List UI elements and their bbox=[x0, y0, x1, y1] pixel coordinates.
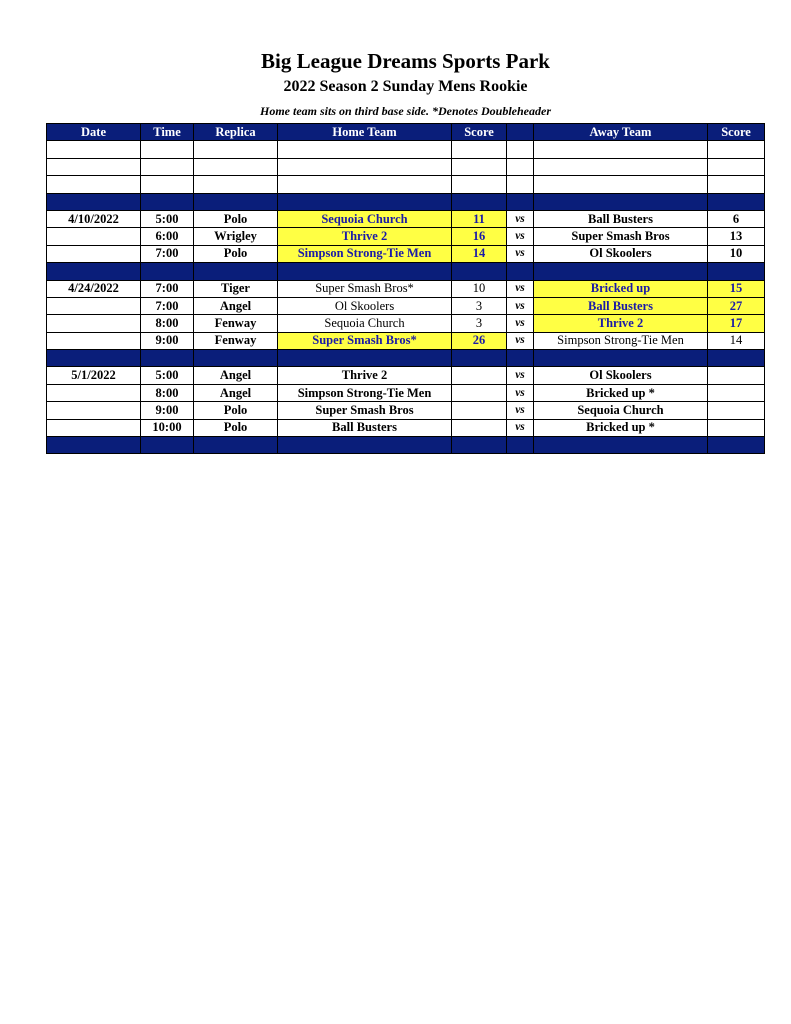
cell-vs: vs bbox=[507, 384, 534, 401]
cell-away-team: Ball Busters bbox=[534, 210, 708, 227]
cell-home-score: 26 bbox=[452, 332, 507, 349]
cell-away-team: Ball Busters bbox=[534, 297, 708, 314]
table-row bbox=[47, 158, 765, 175]
cell-home-team bbox=[278, 176, 452, 193]
col-header-vs bbox=[507, 124, 534, 141]
separator-cell bbox=[534, 263, 708, 280]
cell-home-team bbox=[278, 158, 452, 175]
table-row bbox=[47, 141, 765, 158]
cell-home-score bbox=[452, 176, 507, 193]
cell-date bbox=[47, 384, 141, 401]
separator-cell bbox=[278, 193, 452, 210]
table-row bbox=[47, 210, 765, 227]
table-row bbox=[47, 176, 765, 193]
cell-away-team: Ol Skoolers bbox=[534, 245, 708, 262]
separator-cell bbox=[708, 437, 765, 454]
cell-away-team: Thrive 2 bbox=[534, 315, 708, 332]
cell-vs: vs bbox=[507, 315, 534, 332]
cell-time bbox=[141, 176, 194, 193]
cell-replica: Polo bbox=[194, 210, 278, 227]
cell-vs bbox=[507, 141, 534, 158]
cell-time: 5:00 bbox=[141, 367, 194, 384]
separator-cell bbox=[47, 350, 141, 367]
cell-date: 4/10/2022 bbox=[47, 210, 141, 227]
cell-time: 5:00 bbox=[141, 210, 194, 227]
cell-home-score: 3 bbox=[452, 315, 507, 332]
cell-replica: Angel bbox=[194, 297, 278, 314]
cell-time: 9:00 bbox=[141, 332, 194, 349]
cell-date bbox=[47, 158, 141, 175]
separator-cell bbox=[452, 350, 507, 367]
cell-date bbox=[47, 297, 141, 314]
cell-vs: vs bbox=[507, 210, 534, 227]
separator-cell bbox=[452, 263, 507, 280]
cell-away-team: Super Smash Bros bbox=[534, 228, 708, 245]
table-row bbox=[47, 367, 765, 384]
cell-home-team: Super Smash Bros* bbox=[278, 280, 452, 297]
cell-home-score bbox=[452, 419, 507, 436]
separator-cell bbox=[194, 193, 278, 210]
cell-home-score: 10 bbox=[452, 280, 507, 297]
cell-away-team bbox=[534, 158, 708, 175]
separator-cell bbox=[47, 193, 141, 210]
cell-away-team: Bricked up * bbox=[534, 419, 708, 436]
separator-cell bbox=[278, 437, 452, 454]
cell-time: 10:00 bbox=[141, 419, 194, 436]
cell-date bbox=[47, 332, 141, 349]
cell-away-score bbox=[708, 384, 765, 401]
cell-vs: vs bbox=[507, 297, 534, 314]
cell-home-team: Ol Skoolers bbox=[278, 297, 452, 314]
cell-date: 4/24/2022 bbox=[47, 280, 141, 297]
cell-replica bbox=[194, 176, 278, 193]
separator-row bbox=[47, 437, 765, 454]
col-header-away-score: Score bbox=[708, 124, 765, 141]
col-header-home-score: Score bbox=[452, 124, 507, 141]
cell-replica: Polo bbox=[194, 245, 278, 262]
cell-home-team: Simpson Strong-Tie Men bbox=[278, 384, 452, 401]
cell-away-score: 6 bbox=[708, 210, 765, 227]
cell-replica bbox=[194, 158, 278, 175]
separator-cell bbox=[534, 193, 708, 210]
cell-home-team: Super Smash Bros bbox=[278, 402, 452, 419]
cell-home-team bbox=[278, 141, 452, 158]
separator-cell bbox=[708, 263, 765, 280]
separator-row bbox=[47, 263, 765, 280]
cell-home-score: 3 bbox=[452, 297, 507, 314]
cell-time: 8:00 bbox=[141, 384, 194, 401]
cell-home-team: Super Smash Bros* bbox=[278, 332, 452, 349]
cell-time: 7:00 bbox=[141, 280, 194, 297]
page-title: Big League Dreams Sports Park bbox=[261, 49, 550, 73]
cell-vs: vs bbox=[507, 332, 534, 349]
cell-away-team: Ol Skoolers bbox=[534, 367, 708, 384]
separator-cell bbox=[194, 263, 278, 280]
cell-home-score bbox=[452, 158, 507, 175]
separator-cell bbox=[507, 350, 534, 367]
cell-time bbox=[141, 158, 194, 175]
cell-vs bbox=[507, 176, 534, 193]
separator-cell bbox=[47, 263, 141, 280]
cell-vs: vs bbox=[507, 228, 534, 245]
col-header-replica: Replica bbox=[194, 124, 278, 141]
cell-home-score: 14 bbox=[452, 245, 507, 262]
separator-cell bbox=[141, 437, 194, 454]
cell-date bbox=[47, 402, 141, 419]
cell-home-team: Thrive 2 bbox=[278, 367, 452, 384]
cell-home-score bbox=[452, 367, 507, 384]
table-row bbox=[47, 419, 765, 436]
cell-replica: Polo bbox=[194, 419, 278, 436]
cell-date bbox=[47, 245, 141, 262]
cell-replica: Angel bbox=[194, 384, 278, 401]
cell-vs: vs bbox=[507, 402, 534, 419]
cell-replica: Tiger bbox=[194, 280, 278, 297]
separator-cell bbox=[534, 437, 708, 454]
cell-time: 9:00 bbox=[141, 402, 194, 419]
cell-vs bbox=[507, 158, 534, 175]
cell-home-team: Ball Busters bbox=[278, 419, 452, 436]
cell-away-score bbox=[708, 419, 765, 436]
cell-away-team: Sequoia Church bbox=[534, 402, 708, 419]
separator-cell bbox=[194, 350, 278, 367]
separator-cell bbox=[278, 350, 452, 367]
cell-away-team: Bricked up * bbox=[534, 384, 708, 401]
cell-away-score: 13 bbox=[708, 228, 765, 245]
cell-date bbox=[47, 315, 141, 332]
cell-away-score bbox=[708, 367, 765, 384]
separator-cell bbox=[141, 263, 194, 280]
cell-away-score: 17 bbox=[708, 315, 765, 332]
cell-home-team: Sequoia Church bbox=[278, 210, 452, 227]
cell-home-score bbox=[452, 141, 507, 158]
separator-cell bbox=[708, 350, 765, 367]
cell-vs: vs bbox=[507, 245, 534, 262]
page-subtitle: 2022 Season 2 Sunday Mens Rookie bbox=[283, 78, 528, 95]
schedule-body bbox=[47, 141, 765, 454]
cell-date bbox=[47, 228, 141, 245]
table-header-row bbox=[47, 124, 765, 141]
cell-home-score: 16 bbox=[452, 228, 507, 245]
cell-away-score: 15 bbox=[708, 280, 765, 297]
cell-replica: Angel bbox=[194, 367, 278, 384]
col-header-home-team: Home Team bbox=[278, 124, 452, 141]
cell-away-score bbox=[708, 158, 765, 175]
cell-home-score: 11 bbox=[452, 210, 507, 227]
table-row bbox=[47, 245, 765, 262]
cell-time: 7:00 bbox=[141, 297, 194, 314]
col-header-time: Time bbox=[141, 124, 194, 141]
cell-replica: Wrigley bbox=[194, 228, 278, 245]
separator-cell bbox=[452, 437, 507, 454]
cell-vs: vs bbox=[507, 367, 534, 384]
separator-cell bbox=[141, 193, 194, 210]
page-note: Home team sits on third base side. *Denotes Doubleheader bbox=[260, 104, 551, 118]
separator-cell bbox=[47, 437, 141, 454]
cell-away-score bbox=[708, 176, 765, 193]
cell-date bbox=[47, 176, 141, 193]
cell-replica: Fenway bbox=[194, 332, 278, 349]
separator-cell bbox=[708, 193, 765, 210]
separator-row bbox=[47, 350, 765, 367]
table-row bbox=[47, 332, 765, 349]
cell-date bbox=[47, 141, 141, 158]
table-row bbox=[47, 384, 765, 401]
cell-vs: vs bbox=[507, 280, 534, 297]
separator-cell bbox=[141, 350, 194, 367]
separator-cell bbox=[278, 263, 452, 280]
cell-home-team: Simpson Strong-Tie Men bbox=[278, 245, 452, 262]
separator-cell bbox=[534, 350, 708, 367]
cell-home-score bbox=[452, 384, 507, 401]
cell-home-score bbox=[452, 402, 507, 419]
cell-vs: vs bbox=[507, 419, 534, 436]
cell-date: 5/1/2022 bbox=[47, 367, 141, 384]
separator-cell bbox=[452, 193, 507, 210]
cell-time: 6:00 bbox=[141, 228, 194, 245]
col-header-away-team: Away Team bbox=[534, 124, 708, 141]
schedule-table bbox=[46, 123, 765, 454]
separator-cell bbox=[507, 193, 534, 210]
cell-home-team: Sequoia Church bbox=[278, 315, 452, 332]
cell-replica: Fenway bbox=[194, 315, 278, 332]
table-row bbox=[47, 297, 765, 314]
cell-away-score: 10 bbox=[708, 245, 765, 262]
separator-cell bbox=[507, 263, 534, 280]
cell-away-score: 27 bbox=[708, 297, 765, 314]
cell-away-score: 14 bbox=[708, 332, 765, 349]
cell-away-team: Bricked up bbox=[534, 280, 708, 297]
cell-time: 8:00 bbox=[141, 315, 194, 332]
cell-replica: Polo bbox=[194, 402, 278, 419]
table-row bbox=[47, 402, 765, 419]
col-header-date: Date bbox=[47, 124, 141, 141]
cell-away-team bbox=[534, 141, 708, 158]
cell-away-team bbox=[534, 176, 708, 193]
table-row bbox=[47, 315, 765, 332]
cell-time: 7:00 bbox=[141, 245, 194, 262]
cell-home-team: Thrive 2 bbox=[278, 228, 452, 245]
separator-row bbox=[47, 193, 765, 210]
cell-away-score bbox=[708, 141, 765, 158]
separator-cell bbox=[507, 437, 534, 454]
separator-cell bbox=[194, 437, 278, 454]
table-row bbox=[47, 280, 765, 297]
cell-date bbox=[47, 419, 141, 436]
cell-away-team: Simpson Strong-Tie Men bbox=[534, 332, 708, 349]
cell-time bbox=[141, 141, 194, 158]
cell-replica bbox=[194, 141, 278, 158]
cell-away-score bbox=[708, 402, 765, 419]
table-row bbox=[47, 228, 765, 245]
